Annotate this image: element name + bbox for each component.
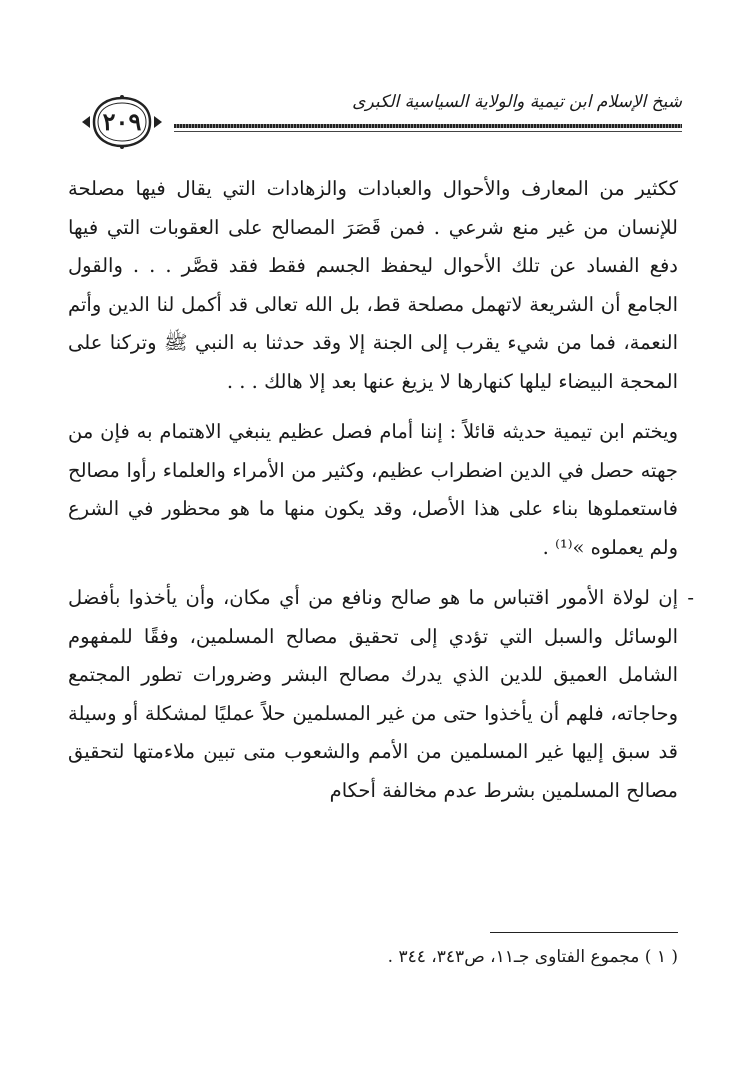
paragraph-2: ويختم ابن تيمية حديثه قائلاً : إننا أمام فصل عظيم ينبغي الاهتمام به فإن من جهته حصل في الدين اضطراب عظيم، وكثير من الأمراء والعلماء رأوا مصالح فاستعملوها بناء على هذا الأصل، وقد يكون منها ما هو محظور في الشرع ولم يعملوه »⁽¹⁾ . (68, 420, 678, 559)
footnote-rule (490, 932, 678, 933)
list-bullet: - (687, 586, 694, 609)
header-rule-thin (174, 131, 682, 132)
running-title: شيخ الإسلام ابن تيمية والولاية السياسية الكبرى (352, 92, 682, 112)
header-rule (174, 124, 682, 128)
page-number: ٢٠٩ (102, 107, 142, 136)
list-item-text: إن لولاة الأمور اقتباس ما هو صالح ونافع من أي مكان، وأن يأخذوا بأفضل الوسائل والسبل التي تؤدي إلى تحقيق مصالح المسلمين، وفقًا للمفهوم الشامل العميق للدين الذي يدرك مصالح البشر وضرورات تطور المجتمع وحاجاته، فلهم أن يأخذوا حتى من غير المسلمين حلاً عمليًا لمشكلة أو وسيلة قد سبق إليها غير المسلمين من الأمم والشعوب متى تبين ملاءمتها لتحقيق مصالح المسلمين بشرط عدم مخالفة أحكام (68, 586, 678, 802)
paragraph-1: ككثير من المعارف والأحوال والعبادات والزهادات التي يقال فيها مصلحة للإنسان من غير منع شرعي . فمن قَصَرَ المصالح على العقوبات التي فيها دفع الفساد عن تلك الأحوال ليحفظ الجسم فقط فقد قصَّر . . . والقول الجامع أن الشريعة لاتهمل مصلحة قط، بل الله تعالى قد أكمل لنا الدين وأتم النعمة، فما من شيء يقرب إلى الجنة إلا وقد حدثنا به النبي ﷺ وتركنا على المحجة البيضاء ليلها كنهارها لا يزيغ عنها بعد إلا هالك . . . (68, 177, 678, 393)
list-item (68, 579, 694, 810)
footnote: ( ١ ) مجموع الفتاوى جـ١١، ص٣٤٣، ٣٤٤ . (387, 947, 678, 967)
page-header (70, 92, 682, 162)
page-number-badge (80, 94, 164, 150)
main-text (68, 170, 694, 810)
